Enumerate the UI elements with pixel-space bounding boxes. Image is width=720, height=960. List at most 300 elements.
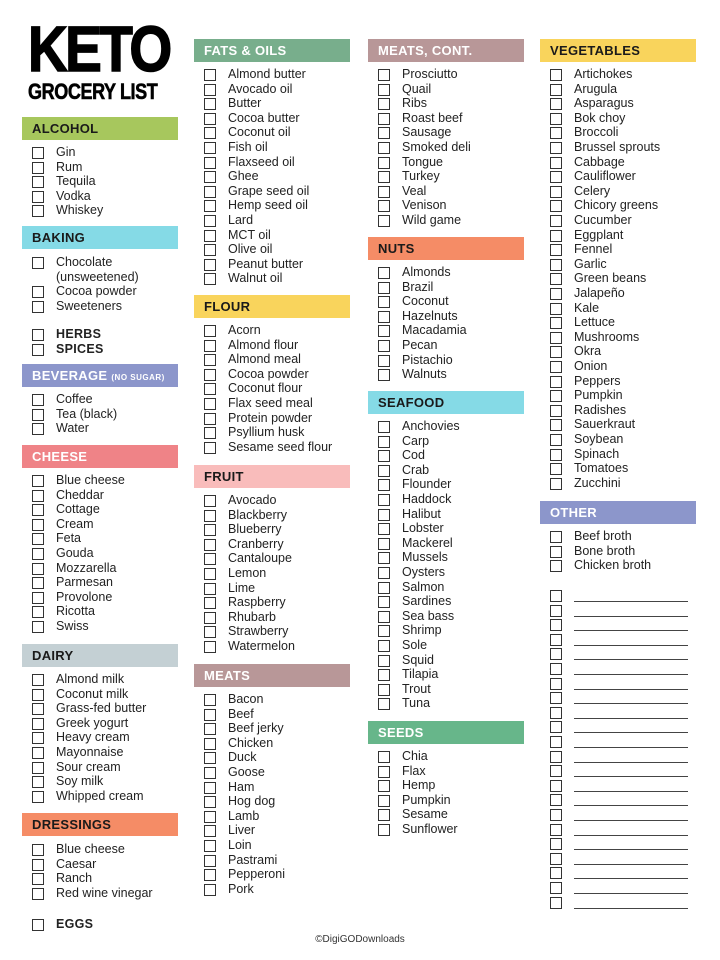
checkbox[interactable] bbox=[550, 171, 562, 183]
checkbox[interactable] bbox=[550, 157, 562, 169]
list-item[interactable] bbox=[378, 749, 428, 764]
list-item[interactable] bbox=[378, 198, 446, 213]
list-item[interactable] bbox=[378, 565, 445, 580]
checkbox[interactable] bbox=[550, 619, 562, 631]
list-item[interactable] bbox=[32, 407, 117, 422]
list-item[interactable] bbox=[204, 440, 332, 455]
checkbox[interactable] bbox=[204, 855, 216, 867]
list-item[interactable] bbox=[204, 111, 300, 126]
blank-entry[interactable] bbox=[550, 617, 688, 632]
checkbox[interactable] bbox=[550, 707, 562, 719]
list-item[interactable] bbox=[204, 184, 309, 199]
checkbox[interactable] bbox=[32, 504, 44, 516]
list-item[interactable] bbox=[550, 544, 635, 559]
checkbox[interactable] bbox=[32, 409, 44, 421]
checkbox[interactable] bbox=[550, 230, 562, 242]
checkbox[interactable] bbox=[204, 200, 216, 212]
checkbox[interactable] bbox=[204, 884, 216, 896]
list-item[interactable] bbox=[550, 125, 618, 140]
checkbox[interactable] bbox=[32, 176, 44, 188]
list-item[interactable] bbox=[32, 871, 92, 886]
list-item[interactable] bbox=[378, 778, 435, 793]
list-item[interactable] bbox=[378, 169, 440, 184]
list-item[interactable] bbox=[204, 155, 295, 170]
checkbox[interactable] bbox=[32, 286, 44, 298]
list-item[interactable] bbox=[378, 367, 447, 382]
checkbox[interactable] bbox=[550, 288, 562, 300]
list-item[interactable] bbox=[32, 745, 123, 760]
blank-entry[interactable] bbox=[550, 836, 688, 851]
list-item[interactable] bbox=[32, 687, 128, 702]
list-item[interactable] bbox=[204, 707, 254, 722]
list-item[interactable] bbox=[378, 96, 427, 111]
checkbox[interactable] bbox=[204, 723, 216, 735]
checkbox[interactable] bbox=[550, 897, 562, 909]
checkbox[interactable] bbox=[550, 478, 562, 490]
list-item[interactable] bbox=[32, 546, 94, 561]
checkbox[interactable] bbox=[378, 523, 390, 535]
blank-entry[interactable] bbox=[550, 807, 688, 822]
list-item[interactable] bbox=[204, 882, 254, 897]
blank-entry[interactable] bbox=[550, 822, 688, 837]
list-item[interactable] bbox=[32, 590, 112, 605]
list-item[interactable] bbox=[204, 867, 285, 882]
list-item[interactable] bbox=[378, 580, 444, 595]
checkbox[interactable] bbox=[204, 510, 216, 522]
list-item[interactable] bbox=[550, 330, 639, 345]
checkbox[interactable] bbox=[204, 354, 216, 366]
list-item[interactable] bbox=[550, 257, 607, 272]
checkbox[interactable] bbox=[378, 311, 390, 323]
list-item[interactable] bbox=[378, 419, 460, 434]
checkbox[interactable] bbox=[550, 678, 562, 690]
list-item[interactable] bbox=[550, 286, 625, 301]
list-item[interactable] bbox=[204, 338, 298, 353]
checkbox[interactable] bbox=[550, 463, 562, 475]
list-item[interactable] bbox=[378, 477, 451, 492]
checkbox[interactable] bbox=[32, 205, 44, 217]
list-item[interactable] bbox=[32, 189, 91, 204]
list-item[interactable] bbox=[204, 508, 287, 523]
checkbox[interactable] bbox=[550, 838, 562, 850]
checkbox[interactable] bbox=[204, 171, 216, 183]
checkbox[interactable] bbox=[378, 84, 390, 96]
checkbox[interactable] bbox=[378, 538, 390, 550]
checkbox[interactable] bbox=[204, 369, 216, 381]
list-item[interactable] bbox=[204, 425, 304, 440]
checkbox[interactable] bbox=[204, 840, 216, 852]
checkbox[interactable] bbox=[378, 340, 390, 352]
blank-entry[interactable] bbox=[550, 749, 688, 764]
list-item[interactable] bbox=[550, 432, 623, 447]
checkbox[interactable] bbox=[378, 751, 390, 763]
list-item[interactable] bbox=[32, 421, 89, 436]
checkbox[interactable] bbox=[204, 767, 216, 779]
checkbox[interactable] bbox=[204, 340, 216, 352]
checkbox[interactable] bbox=[204, 782, 216, 794]
list-item[interactable] bbox=[550, 140, 660, 155]
checkbox[interactable] bbox=[204, 694, 216, 706]
checkbox[interactable] bbox=[32, 762, 44, 774]
list-item[interactable] bbox=[32, 145, 75, 160]
list-item[interactable] bbox=[204, 595, 286, 610]
list-item[interactable] bbox=[378, 793, 451, 808]
list-item[interactable] bbox=[550, 169, 636, 184]
checkbox[interactable] bbox=[204, 325, 216, 337]
list-item[interactable] bbox=[32, 531, 81, 546]
checkbox[interactable] bbox=[32, 548, 44, 560]
checkbox[interactable] bbox=[550, 113, 562, 125]
list-item[interactable] bbox=[204, 323, 261, 338]
blank-entry[interactable] bbox=[550, 778, 688, 793]
blank-entry[interactable] bbox=[550, 880, 688, 895]
write-in-line[interactable] bbox=[574, 908, 688, 909]
list-item[interactable] bbox=[204, 493, 276, 508]
list-item[interactable] bbox=[204, 736, 273, 751]
list-item[interactable] bbox=[204, 780, 254, 795]
list-item[interactable] bbox=[204, 721, 284, 736]
checkbox[interactable] bbox=[378, 567, 390, 579]
checkbox[interactable] bbox=[204, 597, 216, 609]
list-item[interactable] bbox=[550, 417, 635, 432]
checkbox[interactable] bbox=[32, 533, 44, 545]
checkbox[interactable] bbox=[550, 721, 562, 733]
checkbox[interactable] bbox=[204, 259, 216, 271]
checkbox[interactable] bbox=[550, 434, 562, 446]
checkbox[interactable] bbox=[32, 394, 44, 406]
list-item[interactable] bbox=[204, 692, 263, 707]
list-item[interactable] bbox=[32, 760, 121, 775]
list-item[interactable] bbox=[550, 403, 626, 418]
checkbox[interactable] bbox=[378, 582, 390, 594]
checkbox[interactable] bbox=[550, 361, 562, 373]
checkbox[interactable] bbox=[204, 398, 216, 410]
checkbox[interactable] bbox=[32, 162, 44, 174]
list-item[interactable] bbox=[378, 294, 449, 309]
checkbox[interactable] bbox=[378, 655, 390, 667]
list-item[interactable] bbox=[378, 111, 462, 126]
checkbox[interactable] bbox=[550, 127, 562, 139]
blank-entry[interactable] bbox=[550, 676, 688, 691]
checkbox[interactable] bbox=[204, 157, 216, 169]
list-item[interactable] bbox=[550, 184, 610, 199]
checkbox[interactable] bbox=[204, 583, 216, 595]
blank-entry[interactable] bbox=[550, 851, 688, 866]
list-item[interactable] bbox=[32, 842, 125, 857]
checkbox[interactable] bbox=[204, 113, 216, 125]
list-item[interactable] bbox=[550, 82, 617, 97]
list-item[interactable] bbox=[204, 809, 259, 824]
list-item[interactable] bbox=[32, 502, 100, 517]
checkbox[interactable] bbox=[378, 267, 390, 279]
checkbox[interactable] bbox=[550, 882, 562, 894]
list-item[interactable] bbox=[204, 794, 275, 809]
list-item[interactable] bbox=[204, 381, 302, 396]
list-item[interactable] bbox=[32, 160, 82, 175]
list-item[interactable] bbox=[204, 67, 306, 82]
list-item[interactable] bbox=[32, 473, 125, 488]
blank-entry[interactable] bbox=[550, 719, 688, 734]
checkbox[interactable] bbox=[32, 791, 44, 803]
checkbox[interactable] bbox=[204, 796, 216, 808]
list-item[interactable] bbox=[32, 284, 137, 299]
list-item[interactable] bbox=[550, 67, 632, 82]
checkbox[interactable] bbox=[378, 625, 390, 637]
checkbox[interactable] bbox=[550, 663, 562, 675]
checkbox[interactable] bbox=[204, 142, 216, 154]
blank-entry[interactable] bbox=[550, 646, 688, 661]
checkbox[interactable] bbox=[378, 465, 390, 477]
checkbox[interactable] bbox=[204, 273, 216, 285]
list-item[interactable] bbox=[204, 198, 308, 213]
list-item[interactable] bbox=[204, 257, 303, 272]
checkbox[interactable] bbox=[32, 301, 44, 313]
checkbox[interactable] bbox=[378, 640, 390, 652]
list-item[interactable] bbox=[204, 551, 292, 566]
checkbox[interactable] bbox=[378, 127, 390, 139]
list-item[interactable] bbox=[378, 521, 444, 536]
list-item[interactable] bbox=[204, 271, 282, 286]
list-item[interactable] bbox=[204, 624, 288, 639]
blank-entry[interactable] bbox=[550, 763, 688, 778]
list-item[interactable] bbox=[204, 537, 284, 552]
checkbox[interactable] bbox=[204, 524, 216, 536]
checkbox[interactable] bbox=[550, 590, 562, 602]
checkbox[interactable] bbox=[550, 780, 562, 792]
list-item[interactable] bbox=[32, 488, 104, 503]
list-item[interactable] bbox=[550, 301, 599, 316]
list-item[interactable] bbox=[550, 476, 621, 491]
list-item[interactable] bbox=[550, 344, 601, 359]
checkbox[interactable] bbox=[378, 142, 390, 154]
checkbox[interactable] bbox=[378, 479, 390, 491]
checkbox[interactable] bbox=[32, 674, 44, 686]
list-item[interactable] bbox=[204, 566, 266, 581]
blank-entry[interactable] bbox=[550, 705, 688, 720]
blank-entry[interactable] bbox=[550, 588, 688, 603]
list-item[interactable] bbox=[32, 774, 103, 789]
checkbox[interactable] bbox=[550, 346, 562, 358]
list-item[interactable] bbox=[378, 653, 434, 668]
checkbox[interactable] bbox=[378, 296, 390, 308]
list-item[interactable] bbox=[378, 323, 467, 338]
blank-entry[interactable] bbox=[550, 632, 688, 647]
checkbox[interactable] bbox=[550, 809, 562, 821]
checkbox[interactable] bbox=[550, 215, 562, 227]
list-item[interactable] bbox=[204, 639, 295, 654]
list-item[interactable] bbox=[550, 96, 634, 111]
checkbox[interactable] bbox=[204, 383, 216, 395]
list-item[interactable] bbox=[204, 838, 252, 853]
blank-entry[interactable] bbox=[550, 734, 688, 749]
checkbox[interactable] bbox=[32, 490, 44, 502]
checkbox[interactable] bbox=[378, 509, 390, 521]
list-item[interactable] bbox=[204, 96, 261, 111]
checkbox[interactable] bbox=[550, 376, 562, 388]
list-item[interactable] bbox=[32, 716, 128, 731]
checkbox[interactable] bbox=[32, 329, 44, 341]
list-item[interactable] bbox=[378, 353, 453, 368]
list-item[interactable] bbox=[378, 807, 448, 822]
checkbox[interactable] bbox=[378, 780, 390, 792]
list-item[interactable] bbox=[204, 396, 313, 411]
checkbox[interactable] bbox=[378, 369, 390, 381]
checkbox[interactable] bbox=[378, 552, 390, 564]
list-item[interactable] bbox=[204, 228, 271, 243]
list-item[interactable] bbox=[378, 667, 438, 682]
list-item[interactable] bbox=[204, 522, 282, 537]
checkbox[interactable] bbox=[550, 405, 562, 417]
checkbox[interactable] bbox=[32, 519, 44, 531]
checkbox[interactable] bbox=[204, 427, 216, 439]
checkbox[interactable] bbox=[32, 859, 44, 871]
checkbox[interactable] bbox=[204, 709, 216, 721]
checkbox[interactable] bbox=[378, 157, 390, 169]
checkbox[interactable] bbox=[378, 282, 390, 294]
list-item[interactable] bbox=[32, 255, 112, 270]
list-item[interactable] bbox=[204, 367, 309, 382]
list-item[interactable] bbox=[204, 581, 255, 596]
list-item[interactable] bbox=[378, 338, 437, 353]
checkbox[interactable] bbox=[550, 853, 562, 865]
checkbox[interactable] bbox=[378, 113, 390, 125]
checkbox[interactable] bbox=[204, 84, 216, 96]
checkbox[interactable] bbox=[378, 436, 390, 448]
checkbox[interactable] bbox=[550, 303, 562, 315]
list-item[interactable] bbox=[32, 517, 94, 532]
checkbox[interactable] bbox=[378, 200, 390, 212]
checkbox[interactable] bbox=[550, 648, 562, 660]
blank-entry[interactable] bbox=[550, 895, 688, 910]
checkbox[interactable] bbox=[550, 449, 562, 461]
list-item[interactable] bbox=[550, 558, 651, 573]
list-item[interactable] bbox=[378, 82, 431, 97]
checkbox[interactable] bbox=[378, 355, 390, 367]
list-item[interactable] bbox=[378, 492, 451, 507]
list-item[interactable] bbox=[32, 299, 122, 314]
checkbox[interactable] bbox=[550, 273, 562, 285]
list-item[interactable] bbox=[204, 242, 272, 257]
list-item[interactable] bbox=[32, 672, 124, 687]
list-item[interactable] bbox=[378, 594, 451, 609]
checkbox[interactable] bbox=[550, 751, 562, 763]
checkbox[interactable] bbox=[204, 641, 216, 653]
checkbox[interactable] bbox=[550, 98, 562, 110]
checkbox[interactable] bbox=[32, 873, 44, 885]
checkbox[interactable] bbox=[550, 765, 562, 777]
checkbox[interactable] bbox=[204, 612, 216, 624]
blank-entry[interactable] bbox=[550, 792, 688, 807]
list-item[interactable] bbox=[204, 213, 253, 228]
checkbox[interactable] bbox=[378, 171, 390, 183]
checkbox[interactable] bbox=[204, 811, 216, 823]
checkbox[interactable] bbox=[550, 546, 562, 558]
checkbox[interactable] bbox=[378, 596, 390, 608]
checkbox[interactable] bbox=[550, 69, 562, 81]
blank-entry[interactable] bbox=[550, 865, 688, 880]
list-item[interactable] bbox=[378, 155, 443, 170]
list-item[interactable] bbox=[378, 696, 430, 711]
checkbox[interactable] bbox=[550, 560, 562, 572]
list-item[interactable] bbox=[550, 359, 607, 374]
checkbox[interactable] bbox=[550, 824, 562, 836]
list-item[interactable] bbox=[550, 213, 632, 228]
list-item[interactable] bbox=[550, 529, 632, 544]
checkbox[interactable] bbox=[550, 259, 562, 271]
checkbox[interactable] bbox=[550, 634, 562, 646]
checkbox[interactable] bbox=[550, 390, 562, 402]
checkbox[interactable] bbox=[32, 147, 44, 159]
list-item[interactable] bbox=[204, 140, 268, 155]
list-item[interactable] bbox=[204, 82, 292, 97]
checkbox[interactable] bbox=[204, 244, 216, 256]
list-item[interactable] bbox=[32, 886, 153, 901]
list-item[interactable] bbox=[550, 315, 615, 330]
checkbox[interactable] bbox=[204, 869, 216, 881]
list-item[interactable] bbox=[32, 575, 113, 590]
checkbox[interactable] bbox=[32, 689, 44, 701]
list-item[interactable] bbox=[378, 213, 461, 228]
list-item[interactable] bbox=[378, 764, 426, 779]
list-item[interactable] bbox=[378, 507, 441, 522]
list-item[interactable] bbox=[378, 140, 471, 155]
list-item[interactable] bbox=[32, 789, 144, 804]
checkbox[interactable] bbox=[378, 98, 390, 110]
checkbox[interactable] bbox=[204, 568, 216, 580]
checkbox[interactable] bbox=[378, 494, 390, 506]
checkbox[interactable] bbox=[378, 421, 390, 433]
list-item[interactable] bbox=[204, 169, 259, 184]
list-item[interactable] bbox=[378, 434, 429, 449]
checkbox[interactable] bbox=[204, 215, 216, 227]
list-item[interactable] bbox=[378, 822, 458, 837]
checkbox[interactable] bbox=[550, 867, 562, 879]
list-item[interactable] bbox=[378, 67, 458, 82]
blank-entry[interactable] bbox=[550, 603, 688, 618]
list-item[interactable] bbox=[204, 411, 312, 426]
blank-entry[interactable] bbox=[550, 661, 688, 676]
checkbox[interactable] bbox=[204, 442, 216, 454]
checkbox[interactable] bbox=[204, 553, 216, 565]
list-item[interactable] bbox=[204, 823, 255, 838]
list-item[interactable] bbox=[32, 917, 93, 932]
list-item[interactable] bbox=[378, 609, 454, 624]
checkbox[interactable] bbox=[32, 257, 44, 269]
list-item[interactable] bbox=[204, 750, 256, 765]
list-item[interactable] bbox=[378, 682, 431, 697]
checkbox[interactable] bbox=[204, 825, 216, 837]
list-item[interactable] bbox=[32, 561, 116, 576]
checkbox[interactable] bbox=[204, 752, 216, 764]
checkbox[interactable] bbox=[550, 186, 562, 198]
checkbox[interactable] bbox=[32, 621, 44, 633]
list-item[interactable] bbox=[32, 701, 146, 716]
list-item[interactable] bbox=[32, 604, 95, 619]
checkbox[interactable] bbox=[204, 186, 216, 198]
checkbox[interactable] bbox=[204, 230, 216, 242]
checkbox[interactable] bbox=[378, 215, 390, 227]
list-item[interactable] bbox=[378, 638, 427, 653]
checkbox[interactable] bbox=[32, 191, 44, 203]
checkbox[interactable] bbox=[550, 84, 562, 96]
checkbox[interactable] bbox=[550, 794, 562, 806]
checkbox[interactable] bbox=[378, 795, 390, 807]
list-item[interactable] bbox=[378, 125, 451, 140]
list-item[interactable] bbox=[32, 392, 93, 407]
checkbox[interactable] bbox=[378, 669, 390, 681]
checkbox[interactable] bbox=[550, 531, 562, 543]
checkbox[interactable] bbox=[550, 244, 562, 256]
